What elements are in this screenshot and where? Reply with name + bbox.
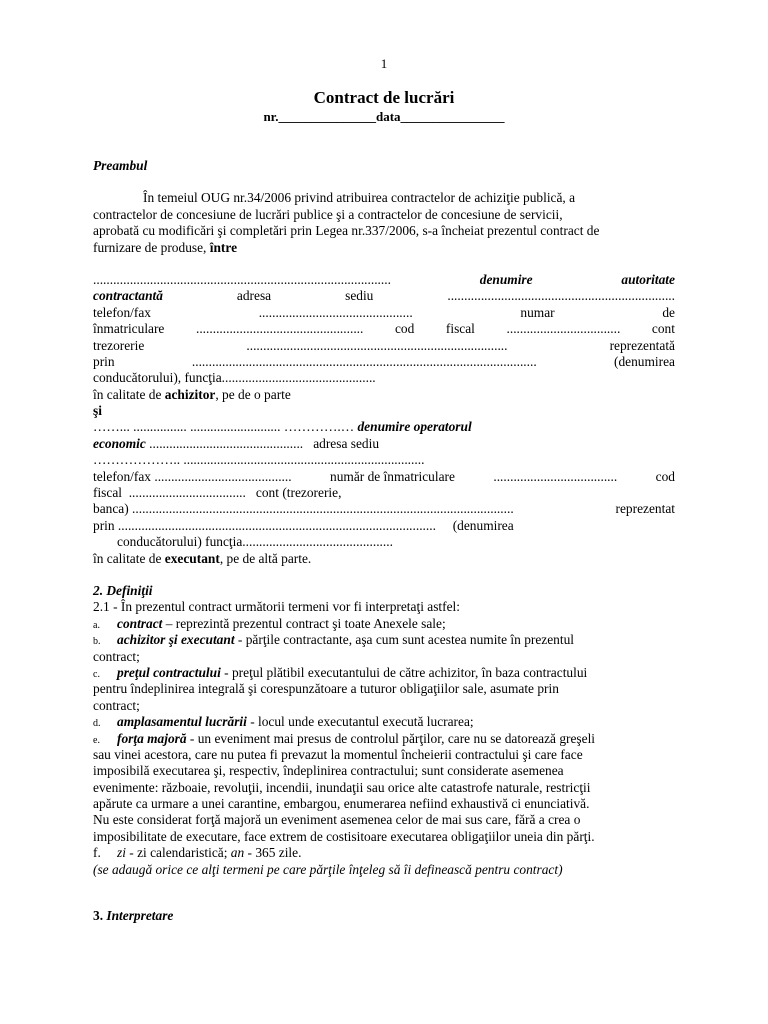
conjunction-si: şi [93,403,102,419]
party-executant-line-2: economic .............................................. adresa sediu [93,435,380,451]
definition-e-line-5: apărute ca urmare a unei carantine, embargou, enumerarea nefiind exhaustivă ci enunciativă. [93,796,590,812]
definition-b-cont: contract; [93,648,140,664]
party-achizitor-role: în calitate de achizitor, pe de o parte [93,386,291,402]
preambul-line-3: aprobată cu modificări şi completări prin Legea nr.337/2006, s-a încheiat prezentul contract de [93,223,600,239]
definitii-intro: 2.1 - În prezentul contract următorii termeni vor fi interpretaţi astfel: [93,599,460,615]
party-executant-line-5: fiscal ................................... cont (trezorerie, [93,485,342,501]
party-executant-role: în calitate de executant, pe de altă parte. [93,550,312,566]
definition-b: b. achizitor şi executant - părţile contractante, aşa cum sunt acestea numite în prezentul [93,632,575,648]
party-achizitor-line-1: ......................................................................................... denumire autoritate [93,271,675,287]
definition-e-line-4: evenimente: războaie, revoluţii, incendii, inundaţii sau orice alte catastrofe naturale, restricţii [93,779,591,795]
party-achizitor-line-5: trezorerie .............................................................................. reprezentată [93,337,675,353]
document-body [93,158,675,924]
preambul-line-2: contractelor de concesiune de lucrări publice şi a contractelor de concesiune de servicii, [93,206,563,222]
party-achizitor-line-3: telefon/fax .............................................. numar de [93,304,675,320]
party-executant-line-6: banca) .................................................................................................................. reprezentat [93,501,675,517]
party-executant-line-1: ……... ................ ........................... ………….… denumire operatorul [93,419,472,435]
party-achizitor-line-4: înmatriculare .................................................. cod fiscal .................................. cont [93,321,675,337]
contract-number-date-line: nr._______________data________________ [263,109,505,124]
definition-e: e. forţa majoră - un eveniment mai presus de controlul părţilor, care nu se datorează greşeli [93,730,596,746]
definition-e-line-2: sau vinei acestora, care nu putea fi prevazut la momentul încheierii contractului şi care face [93,746,583,762]
definitii-heading: 2. Definiţii [93,582,153,598]
preambul-line-4: furnizare de produse, între [93,239,238,255]
party-achizitor-line-6: prin ....................................................................................................... (denumirea [93,353,675,369]
page-number: 1 [380,56,388,71]
party-executant-line-8: conducătorului) funcţia............................................. [117,534,393,550]
party-achizitor-line-2: contractantă adresa sediu .................................................................... [93,288,675,304]
party-achizitor-line-7: conducătorului), funcţia.............................................. [93,370,376,386]
definition-a: a. contract – reprezintă prezentul contract şi toate Anexele sale; [93,615,446,631]
definition-c-line-2: pentru îndeplinirea integrală şi corespunzătoare a tuturor obligaţiilor sale, asumate prin [93,681,559,697]
definitii-note: (se adaugă orice ce alţi termeni pe care părţile înţeleg să îi definească pentru contract) [93,861,563,877]
document-title: Contract de lucrări [313,88,455,107]
definition-f: f. zi - zi calendaristică; an - 365 zile. [93,845,302,861]
preambul-line-1: În temeiul OUG nr.34/2006 privind atribuirea contractelor de achiziţie publică, a [143,190,576,206]
definition-c: c. preţul contractului - preţul plătibil executantului de către achizitor, în baza contractului [93,664,588,680]
definition-e-line-7: imposibilitate de executare, face extrem de costisitoare executarea obligaţiilor uneia din părţi. [93,828,595,844]
party-executant-line-3: ……………….. ........................................................................ [93,452,425,468]
party-executant-line-7: prin ............................................................................................... (denumirea [93,517,514,533]
party-executant-line-4: telefon/fax ......................................... număr de înmatriculare ..................................... cod [93,468,675,484]
interpretare-heading: 3. Interpretare [93,908,174,924]
definition-d: d. amplasamentul lucrării - locul unde executantul execută lucrarea; [93,714,474,730]
definition-e-line-6: Nu este considerat forţă majoră un eveniment asemenea celor de mai sus care, fără a crea o [93,812,581,828]
definition-c-line-3: contract; [93,697,140,713]
definition-e-line-3: imposibilă executarea şi, respectiv, îndeplinirea contractului; sunt considerate asemenea [93,763,564,779]
preambul-heading: Preambul [93,158,148,173]
